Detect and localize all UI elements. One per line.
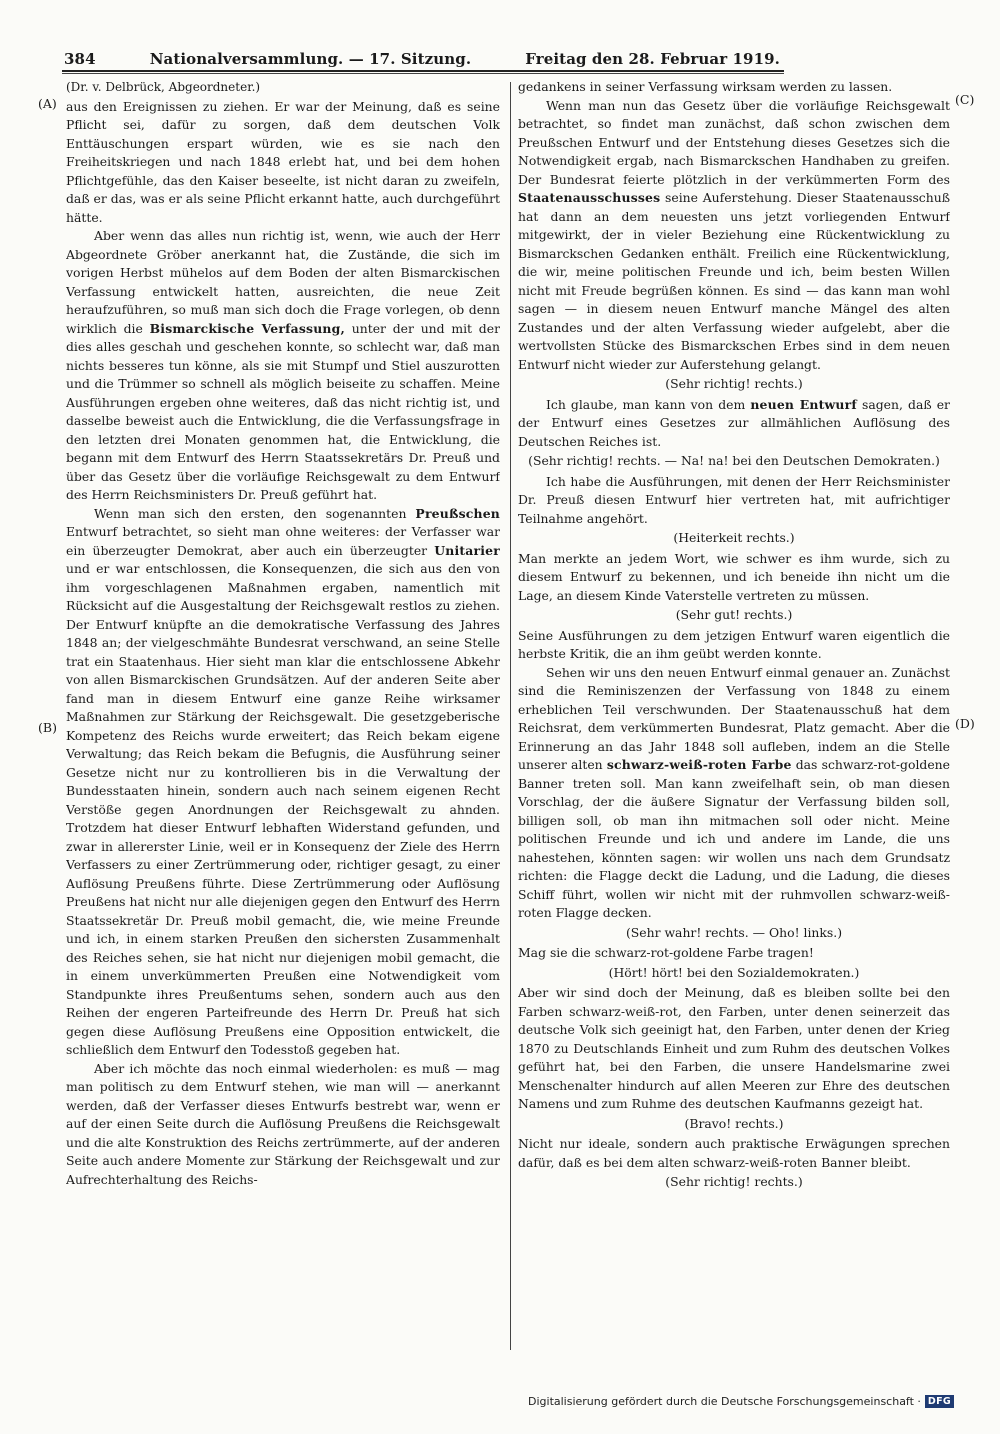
page-title: Nationalversammlung. — 17. Sitzung.: [149, 50, 472, 68]
text-span: Wenn man sich den ersten, den sogenannten: [94, 505, 416, 521]
paragraph: gedankens in seiner Verfassung wirksam werden zu lassen.: [518, 79, 893, 94]
text-span: das schwarz-rot-goldene Banner treten soll. Man kann zweifelhaft sein, ob man diesen Vorschlag, der die äußere Signatur der Verfassung bilden soll, billigen soll, ob man ihn mitmachen soll oder nicht. Meine politischen Freunde und ich und andere im Lande, die uns nahestehen, könnten sagen: wir wollen uns nach dem Grundsatz richten: die Flagge deckt die Ladung, und die Ladung, die dieses Schiff führt, wollen wir nicht mit der ruhmvollen schwarz-weiß-roten Flagge decken.: [518, 757, 950, 920]
emphasis-text: Bismarckische Verfassung,: [149, 320, 346, 336]
text-span: Ich glaube, man kann von dem: [546, 396, 751, 412]
header-rule-thin: [62, 73, 784, 74]
text-span: sagen, daß er der Entwurf eines Gesetzes zur allmählichen Auflösung des Deutschen Reiches ist.: [518, 396, 950, 449]
emphasis-text: Preußschen: [415, 505, 500, 521]
reaction: (Sehr richtig! rechts.): [665, 1174, 803, 1189]
reaction: (Sehr richtig! rechts. — Na! na! bei den Deutschen Demokraten.): [528, 453, 940, 468]
reaction: (Sehr gut! rechts.): [675, 607, 793, 622]
page-number: 384: [64, 50, 96, 68]
text-span: und er war entschlossen, die Konsequenzen, die sich aus den von ihm vorgeschlagenen Maßnahmen ergaben, namentlich mit Rücksicht auf die Ausgestaltung der Reichsgewalt restlos zu ziehen. Der Entwurf knüpfte an die demokratische Verfassung des Jahres 1848 an; der vielgeschmähte Bundesrat verschwand, an seine Stelle trat ein Staatenhaus. Hier sieht man klar die entschlossene Abkehr von allen Bismarckischen Grundsätzen. Auf der anderen Seite aber fand man in diesem Entwurf eine ganze Reihe wirksamer Maßnahmen zur Stärkung der Reichsgewalt. Die gesetzgeberische Kompetenz des Reichs wurde erweitert; das Reich bekam eigene Verwaltung; das Reich bekam die Befugnis, die Ausführung seiner Gesetze nicht nur zu kontrollieren bis in die Verwaltung der Bundesstaaten hinein, sondern auch nach seinem eigenen Recht Verstöße gegen Anordnungen der Reichsgewalt zu ahnden. Trotzdem hat dieser Entwurf lebhaften Widerstand gefunden, und zwar in allererster Linie, weil er in Konsequenz der Ziele des Herrn Verfassers zu einer Zertrümmerung oder, richtiger gesagt, zu einer Auflösung Preußens führte. Diese Zertrümmerung oder Auflösung Preußens hat nicht nur alle diejenigen gegen den Entwurf des Herrn Staatssekretär Dr. Preuß mobil gemacht, die, wie meine Freunde und ich, in einem starken Preußen den sichersten Zusammenhalt des Reiches sehen, sie hat nicht nur diejenigen mobil gemacht, die in einem unverkümmerten Preußen eine Notwendigkeit vom Standpunkte ihres Preußentums sehen, sondern auch aus den Reihen der engeren Parteifreunde des Herrn Dr. Preuß hat sich gegen diese Auflösung Preußens eine Opposition entwickelt, die schließlich dem Entwurf den Todesstoß gegeben hat.: [66, 561, 500, 1057]
paragraph: Nicht nur ideale, sondern auch praktische Erwägungen sprechen dafür, daß es bei dem alten schwarz-weiß-roten Banner bleibt.: [518, 1136, 950, 1170]
credit-text: Digitalisierung gefördert durch die Deutsche Forschungsgemeinschaft ·: [528, 1394, 921, 1408]
emphasis-text: neuen Entwurf: [750, 396, 857, 412]
dfg-logo: DFG: [925, 1395, 954, 1408]
session-date: Freitag den 28. Februar 1919.: [525, 50, 780, 68]
text-span: Aber wenn das alles nun richtig ist, wenn, wie auch der Herr Abgeordnete Gröber anerkannt hat, die Zustände, die sich im vorigen Herbst mühelos auf dem Boden der alten Bismarckischen Verfassung entwickelt hatten, ausreichten, die neue Zeit heraufzuführen, so muß man sich doch die Frage vorlegen, ob denn wirklich die: [66, 228, 500, 336]
text-span: seine Auferstehung. Dieser Staatenausschuß hat dann an dem neuesten uns jetzt vorliegenden Entwurf mitgewirkt, der in vieler Beziehung eine Rückentwicklung zu Bismarckschen Gedanken enthält. Freilich eine Rückentwicklung, die wir, meine politischen Freunde und ich, beim besten Willen nicht mit Freude begrüßen können. Es sind — das kann man wohl sagen — in diesem neuen Entwurf manche Mängel des alten Zustandes und der alten Verfassung wieder aufgelebt, aber die wertvollsten Stücke des Bismarckschen Erbes sind in dem neuen Entwurf nicht wieder zur Auferstehung gelangt.: [518, 190, 950, 372]
text-span: Wenn man nun das Gesetz über die vorläufige Reichsgewalt betrachtet, so findet man zunächst, daß schon zwischen dem Preußschen Entwurf und der Entstehung dieses Gesetzes sich die Notwendigkeit ergab, nach Bismarckschen Handhaben zu greifen. Der Bundesrat feierte plötzlich in der verkümmerten Form des: [518, 97, 950, 187]
right-column: [518, 78, 950, 1358]
paragraph: Man merkte an jedem Wort, wie schwer es ihm wurde, sich zu diesem Entwurf zu bekennen, und ich beneide ihn nicht um die Lage, an diesem Kinde Vaterstelle vertreten zu müssen.: [518, 550, 950, 603]
text-span: Entwurf betrachtet, so sieht man ohne weiteres: der Verfasser war ein überzeugter Demokrat, aber auch ein überzeugter: [66, 524, 500, 558]
paragraph: [518, 396, 950, 452]
column-divider: [510, 82, 511, 1350]
paragraph: [518, 664, 950, 923]
margin-marker-d: (D): [955, 716, 975, 731]
paragraph: [518, 97, 950, 375]
reaction: (Bravo! rechts.): [684, 1115, 784, 1131]
digitization-credit: [528, 1392, 954, 1410]
reaction: (Heiterkeit rechts.): [673, 530, 795, 545]
paragraph: Aber ich möchte das noch einmal wiederholen: es muß — mag man politisch zu dem Entwurf stehen, wie man will — anerkannt werden, daß der Verfasser dieses Entwurfs bestrebt war, wenn er auf der einen Seite durch die Auflösung Preußens die Reichsgewalt und die alte Konstruktion des Reichs zertrümmerte, auf der anderen Seite auch andere Momente zur Stärkung der Reichsgewalt und zur Aufrechterhaltung des Reichs-: [66, 1060, 500, 1187]
reaction: (Hört! hört! bei den Sozialdemokraten.): [608, 964, 860, 980]
left-column: [66, 78, 500, 1288]
paragraph: [66, 505, 500, 1060]
reaction: (Sehr richtig! rechts.): [665, 376, 803, 391]
page-header: [64, 40, 780, 68]
margin-marker-c: (C): [955, 92, 975, 107]
paragraph: [66, 227, 500, 505]
emphasis-text: schwarz-weiß-roten Farbe: [606, 757, 792, 772]
margin-marker-b: (B): [38, 720, 57, 735]
paragraph: Mag sie die schwarz-rot-goldene Farbe tragen!: [518, 945, 814, 960]
paragraph: Aber wir sind doch der Meinung, daß es bleiben sollte bei den Farben schwarz-weiß-rot, den Farben, unter denen seinerzeit das deutsche Volk sich geeinigt hat, den Farben, unter denen der Krieg 1870 zu Deutschlands Einheit und zum Ruhm des deutschen Volkes geführt hat, bei den Farben, die unsere Handelsmarine zwei Menschenalter hindurch auf allen Meeren zur Ehre des deutschen Namens und zum Ruhme des deutschen Kaufmanns gezeigt hat.: [518, 985, 950, 1111]
emphasis-text: Staatenausschusses: [518, 190, 661, 205]
emphasis-text: Unitarier: [434, 542, 500, 558]
margin-marker-a: (A): [38, 96, 57, 111]
header-rule: [62, 70, 784, 72]
paragraph: Seine Ausführungen zu dem jetzigen Entwurf waren eigentlich die herbste Kritik, die an ihm geübt werden konnte.: [518, 627, 950, 661]
speaker-attribution: (Dr. v. Delbrück, Abgeordneter.): [66, 80, 261, 94]
paragraph: aus den Ereignissen zu ziehen. Er war der Meinung, daß es seine Pflicht sei, dafür zu sorgen, daß dem deutschen Volk Enttäuschungen erspart würden, wie es sie nach den Freiheitskriegen und nach 1848 erlebt hat, und bei dem hohen Pflichtgefühle, das den Kaiser beseelte, ist nicht daran zu zweifeln, daß er das, was er als seine Pflicht erkannt hatte, auch durchgeführt hätte.: [66, 98, 500, 225]
paragraph: Ich habe die Ausführungen, mit denen der Herr Reichsminister Dr. Preuß diesen Entwurf hier vertreten hat, mit aufrichtiger Teilnahme angehört.: [518, 473, 950, 526]
text-span: unter der und mit der dies alles geschah und geschehen konnte, so schlecht war, daß man nichts besseres tun könne, als sie mit Stumpf und Stiel auszurotten und die Trümmer so schnell als möglich beiseite zu schaffen. Meine Ausführungen ergeben ohne weiteres, daß das nicht richtig ist, und dasselbe beweist auch die Entwicklung, die die Verfassungsfrage in den letzten drei Monaten genommen hat, die Entwicklung, die begann mit dem Entwurf des Herrn Staatssekretärs Dr. Preuß und über das Gesetz über die vorläufige Reichsgewalt zu dem Entwurf des Herrn Reichsministers Dr. Preuß geführt hat.: [66, 320, 500, 502]
reaction: (Sehr wahr! rechts. — Oho! links.): [625, 924, 843, 940]
text-span: Sehen wir uns den neuen Entwurf einmal genauer an. Zunächst sind die Reminiszenzen der Verfassung von 1848 zu einem erheblichen Teil verschwunden. Der Staatenausschuß hat dem Reichsrat, dem verkümmerten Bundesrat, Platz gemacht. Aber die Erinnerung an das Jahr 1848 soll aufleben, indem an die Stelle unserer alten: [518, 664, 950, 772]
